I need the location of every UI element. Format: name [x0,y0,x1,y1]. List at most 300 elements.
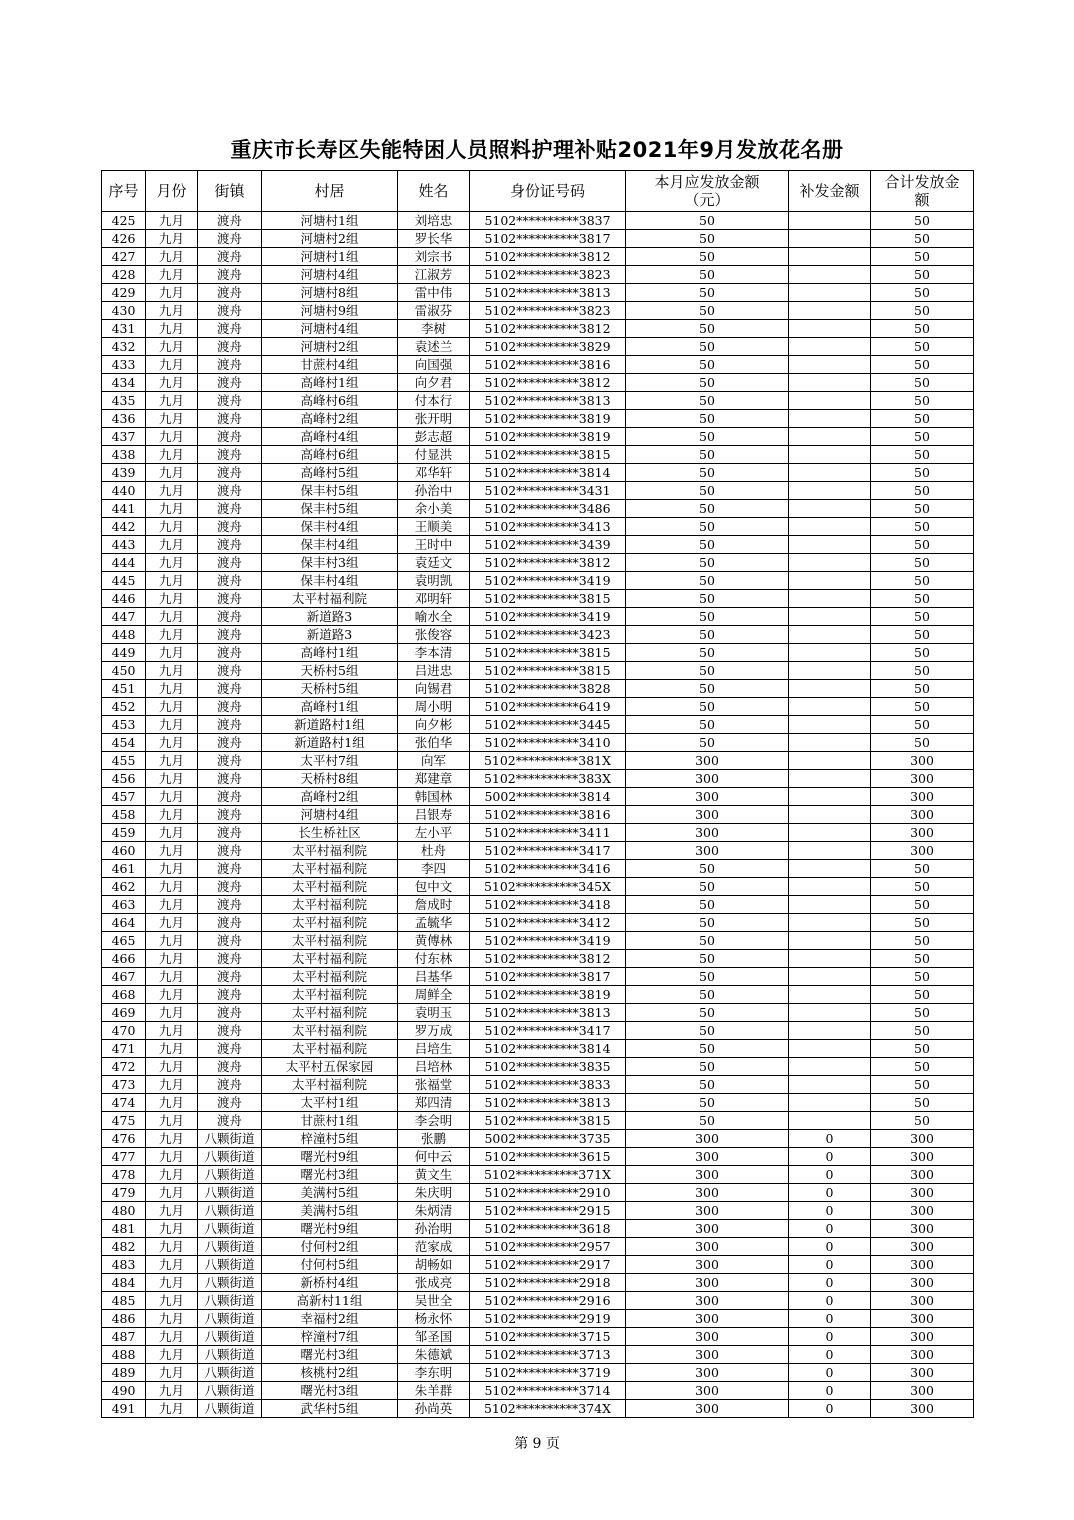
table-row [102,896,974,914]
cell-town: 渡舟 [198,284,262,302]
table-row [102,518,974,536]
cell-monthly-amount: 50 [626,230,789,248]
cell-monthly-amount: 300 [626,1130,789,1148]
cell-month: 九月 [146,1292,198,1310]
cell-supplement-amount [789,860,871,878]
cell-index: 476 [102,1130,146,1148]
header-total-amount: 合计发放金额 [871,171,974,212]
cell-town: 渡舟 [198,626,262,644]
cell-supplement-amount [789,1058,871,1076]
cell-month: 九月 [146,554,198,572]
cell-total-amount: 300 [871,1328,974,1346]
cell-town: 渡舟 [198,752,262,770]
table-row [102,608,974,626]
cell-id-number: 5102**********3418 [470,896,626,914]
cell-supplement-amount [789,1040,871,1058]
cell-town: 渡舟 [198,1094,262,1112]
table-row [102,590,974,608]
cell-monthly-amount: 50 [626,320,789,338]
cell-index: 464 [102,914,146,932]
cell-town: 渡舟 [198,914,262,932]
cell-total-amount: 300 [871,1274,974,1292]
cell-name: 王顺美 [398,518,470,536]
cell-village: 河塘村4组 [262,806,398,824]
cell-village: 河塘村2组 [262,338,398,356]
cell-supplement-amount [789,392,871,410]
cell-supplement-amount [789,1022,871,1040]
cell-total-amount: 50 [871,338,974,356]
cell-monthly-amount: 300 [626,806,789,824]
cell-town: 八颗街道 [198,1400,262,1418]
cell-village: 天桥村5组 [262,680,398,698]
cell-name: 杜舟 [398,842,470,860]
cell-index: 440 [102,482,146,500]
cell-village: 太平村福利院 [262,914,398,932]
table-row [102,536,974,554]
cell-index: 453 [102,716,146,734]
cell-town: 渡舟 [198,500,262,518]
cell-monthly-amount: 50 [626,482,789,500]
cell-month: 九月 [146,248,198,266]
cell-monthly-amount: 300 [626,824,789,842]
cell-village: 高峰村2组 [262,788,398,806]
cell-id-number: 5102**********2957 [470,1238,626,1256]
cell-id-number: 5102**********3837 [470,212,626,230]
cell-monthly-amount: 50 [626,932,789,950]
cell-name: 黄傅林 [398,932,470,950]
header-monthly-amount: 本月应发放金额（元） [626,171,789,212]
cell-monthly-amount: 50 [626,1058,789,1076]
cell-index: 442 [102,518,146,536]
cell-town: 渡舟 [198,302,262,320]
cell-month: 九月 [146,932,198,950]
cell-total-amount: 50 [871,860,974,878]
cell-monthly-amount: 50 [626,446,789,464]
cell-total-amount: 50 [871,698,974,716]
cell-village: 太平村福利院 [262,860,398,878]
cell-index: 454 [102,734,146,752]
document-title: 重庆市长寿区失能特困人员照料护理补贴2021年9月发放花名册 [230,138,844,162]
cell-name: 刘培忠 [398,212,470,230]
cell-total-amount: 50 [871,626,974,644]
cell-total-amount: 300 [871,788,974,806]
cell-index: 484 [102,1274,146,1292]
cell-id-number: 5102**********3423 [470,626,626,644]
cell-village: 太平村福利院 [262,1040,398,1058]
table-row [102,716,974,734]
cell-month: 九月 [146,644,198,662]
cell-month: 九月 [146,320,198,338]
cell-id-number: 5102**********3419 [470,932,626,950]
cell-index: 427 [102,248,146,266]
cell-name: 孙治中 [398,482,470,500]
cell-id-number: 5102**********3817 [470,968,626,986]
cell-monthly-amount: 50 [626,302,789,320]
cell-town: 渡舟 [198,464,262,482]
cell-village: 曙光村9组 [262,1220,398,1238]
cell-month: 九月 [146,1220,198,1238]
cell-village: 天桥村5组 [262,662,398,680]
table-row [102,986,974,1004]
cell-town: 渡舟 [198,1004,262,1022]
cell-town: 渡舟 [198,356,262,374]
cell-name: 袁明凯 [398,572,470,590]
table-row [102,1364,974,1382]
cell-month: 九月 [146,1148,198,1166]
cell-index: 467 [102,968,146,986]
page-footer: 第 9 页 [514,1436,560,1452]
cell-village: 高峰村6组 [262,446,398,464]
header-month: 月份 [146,171,198,212]
cell-name: 李会明 [398,1112,470,1130]
cell-id-number: 5102**********3412 [470,914,626,932]
cell-town: 八颗街道 [198,1238,262,1256]
cell-monthly-amount: 300 [626,1364,789,1382]
cell-village: 新桥村4组 [262,1274,398,1292]
cell-town: 渡舟 [198,644,262,662]
cell-monthly-amount: 50 [626,1094,789,1112]
cell-month: 九月 [146,1400,198,1418]
cell-town: 渡舟 [198,1112,262,1130]
cell-month: 九月 [146,284,198,302]
cell-supplement-amount [789,266,871,284]
cell-id-number: 5102**********3828 [470,680,626,698]
cell-month: 九月 [146,1256,198,1274]
cell-village: 美满村5组 [262,1202,398,1220]
cell-total-amount: 50 [871,950,974,968]
cell-total-amount: 300 [871,806,974,824]
cell-month: 九月 [146,338,198,356]
cell-supplement-amount [789,446,871,464]
cell-supplement-amount: 0 [789,1148,871,1166]
cell-index: 455 [102,752,146,770]
cell-town: 渡舟 [198,536,262,554]
cell-name: 黄文生 [398,1166,470,1184]
cell-town: 八颗街道 [198,1364,262,1382]
table-row [102,1274,974,1292]
table-row [102,1148,974,1166]
cell-monthly-amount: 50 [626,1076,789,1094]
cell-town: 渡舟 [198,374,262,392]
cell-id-number: 5102**********3819 [470,986,626,1004]
cell-village: 保丰村4组 [262,572,398,590]
cell-supplement-amount [789,1094,871,1112]
cell-supplement-amount: 0 [789,1256,871,1274]
cell-monthly-amount: 50 [626,284,789,302]
cell-month: 九月 [146,374,198,392]
cell-month: 九月 [146,1112,198,1130]
cell-monthly-amount: 300 [626,1400,789,1418]
cell-id-number: 5102**********3812 [470,320,626,338]
cell-id-number: 5102**********3819 [470,428,626,446]
cell-month: 九月 [146,1094,198,1112]
cell-supplement-amount [789,896,871,914]
cell-month: 九月 [146,842,198,860]
cell-village: 保丰村5组 [262,482,398,500]
cell-town: 渡舟 [198,680,262,698]
cell-monthly-amount: 50 [626,896,789,914]
table-row [102,338,974,356]
cell-town: 八颗街道 [198,1220,262,1238]
cell-id-number: 5102**********3823 [470,302,626,320]
cell-supplement-amount: 0 [789,1346,871,1364]
cell-supplement-amount [789,662,871,680]
cell-index: 461 [102,860,146,878]
cell-index: 429 [102,284,146,302]
cell-total-amount: 50 [871,572,974,590]
cell-town: 渡舟 [198,446,262,464]
cell-village: 太平村福利院 [262,950,398,968]
cell-name: 吕银寿 [398,806,470,824]
cell-town: 渡舟 [198,554,262,572]
cell-name: 吕培林 [398,1058,470,1076]
cell-monthly-amount: 300 [626,1184,789,1202]
cell-town: 渡舟 [198,806,262,824]
cell-town: 渡舟 [198,572,262,590]
cell-total-amount: 50 [871,536,974,554]
cell-month: 九月 [146,1310,198,1328]
cell-id-number: 5102**********3812 [470,554,626,572]
cell-index: 434 [102,374,146,392]
cell-name: 朱庆明 [398,1184,470,1202]
cell-name: 雷中伟 [398,284,470,302]
cell-village: 曙光村3组 [262,1346,398,1364]
cell-name: 李本清 [398,644,470,662]
cell-name: 郑四清 [398,1094,470,1112]
cell-name: 向锡君 [398,680,470,698]
cell-name: 刘宗书 [398,248,470,266]
cell-total-amount: 50 [871,1112,974,1130]
cell-village: 保丰村5组 [262,500,398,518]
cell-month: 九月 [146,518,198,536]
cell-id-number: 5102**********2917 [470,1256,626,1274]
cell-id-number: 5102**********3815 [470,446,626,464]
cell-village: 河塘村4组 [262,320,398,338]
cell-village: 美满村5组 [262,1184,398,1202]
cell-index: 481 [102,1220,146,1238]
cell-monthly-amount: 300 [626,1328,789,1346]
table-row [102,950,974,968]
cell-town: 渡舟 [198,824,262,842]
cell-index: 489 [102,1364,146,1382]
cell-monthly-amount: 50 [626,410,789,428]
cell-monthly-amount: 50 [626,572,789,590]
cell-total-amount: 50 [871,212,974,230]
cell-total-amount: 300 [871,770,974,788]
table-row [102,1166,974,1184]
cell-month: 九月 [146,1238,198,1256]
table-row [102,302,974,320]
table-row [102,860,974,878]
cell-id-number: 5102**********3813 [470,284,626,302]
cell-name: 江淑芳 [398,266,470,284]
cell-village: 河塘村9组 [262,302,398,320]
cell-id-number: 5102**********383X [470,770,626,788]
table-row [102,1238,974,1256]
cell-month: 九月 [146,824,198,842]
cell-total-amount: 300 [871,842,974,860]
cell-town: 渡舟 [198,320,262,338]
cell-name: 朱炳清 [398,1202,470,1220]
cell-id-number: 5102**********3816 [470,806,626,824]
cell-total-amount: 50 [871,374,974,392]
cell-name: 袁述兰 [398,338,470,356]
cell-id-number: 5102**********3813 [470,392,626,410]
cell-supplement-amount: 0 [789,1310,871,1328]
cell-total-amount: 50 [871,464,974,482]
cell-month: 九月 [146,500,198,518]
cell-town: 八颗街道 [198,1130,262,1148]
cell-total-amount: 50 [871,410,974,428]
cell-total-amount: 50 [871,1004,974,1022]
cell-id-number: 5102**********3714 [470,1382,626,1400]
cell-total-amount: 50 [871,1076,974,1094]
table-row [102,1382,974,1400]
cell-id-number: 5102**********3411 [470,824,626,842]
cell-id-number: 5102**********3419 [470,608,626,626]
cell-index: 433 [102,356,146,374]
cell-village: 梓潼村5组 [262,1130,398,1148]
cell-town: 渡舟 [198,860,262,878]
cell-town: 渡舟 [198,716,262,734]
cell-total-amount: 50 [871,302,974,320]
cell-total-amount: 300 [871,1130,974,1148]
cell-month: 九月 [146,1346,198,1364]
cell-town: 八颗街道 [198,1166,262,1184]
cell-supplement-amount [789,518,871,536]
cell-index: 480 [102,1202,146,1220]
cell-name: 孙尚英 [398,1400,470,1418]
cell-month: 九月 [146,788,198,806]
cell-month: 九月 [146,212,198,230]
cell-month: 九月 [146,428,198,446]
cell-town: 渡舟 [198,428,262,446]
table-row [102,284,974,302]
cell-index: 471 [102,1040,146,1058]
cell-monthly-amount: 50 [626,356,789,374]
cell-month: 九月 [146,878,198,896]
cell-village: 高峰村1组 [262,374,398,392]
cell-month: 九月 [146,1076,198,1094]
cell-monthly-amount: 300 [626,842,789,860]
cell-village: 太平村五保家园 [262,1058,398,1076]
cell-monthly-amount: 50 [626,968,789,986]
cell-total-amount: 50 [871,734,974,752]
cell-town: 渡舟 [198,248,262,266]
cell-index: 477 [102,1148,146,1166]
cell-total-amount: 50 [871,896,974,914]
table-row [102,1310,974,1328]
table-row [102,1076,974,1094]
cell-village: 保丰村4组 [262,536,398,554]
cell-month: 九月 [146,1184,198,1202]
cell-name: 王时中 [398,536,470,554]
cell-id-number: 5002**********3814 [470,788,626,806]
cell-id-number: 5102**********3719 [470,1364,626,1382]
cell-index: 472 [102,1058,146,1076]
cell-monthly-amount: 50 [626,626,789,644]
cell-month: 九月 [146,608,198,626]
cell-village: 梓潼村7组 [262,1328,398,1346]
table-row [102,554,974,572]
cell-town: 渡舟 [198,698,262,716]
cell-town: 渡舟 [198,410,262,428]
cell-monthly-amount: 300 [626,1202,789,1220]
cell-name: 张鹏 [398,1130,470,1148]
table-row [102,320,974,338]
table-row [102,1346,974,1364]
cell-name: 邓明轩 [398,590,470,608]
cell-supplement-amount [789,500,871,518]
cell-name: 张伯华 [398,734,470,752]
cell-index: 444 [102,554,146,572]
cell-id-number: 5102**********3618 [470,1220,626,1238]
table-row [102,1256,974,1274]
cell-village: 高峰村1组 [262,698,398,716]
cell-month: 九月 [146,302,198,320]
cell-village: 太平村福利院 [262,842,398,860]
cell-supplement-amount [789,878,871,896]
cell-village: 太平村福利院 [262,1004,398,1022]
cell-total-amount: 50 [871,590,974,608]
cell-total-amount: 50 [871,1040,974,1058]
cell-month: 九月 [146,626,198,644]
cell-index: 428 [102,266,146,284]
cell-id-number: 5102**********3445 [470,716,626,734]
cell-index: 483 [102,1256,146,1274]
cell-town: 八颗街道 [198,1346,262,1364]
cell-name: 朱德斌 [398,1346,470,1364]
cell-supplement-amount [789,1112,871,1130]
cell-total-amount: 50 [871,320,974,338]
cell-index: 479 [102,1184,146,1202]
cell-name: 李四 [398,860,470,878]
cell-town: 渡舟 [198,518,262,536]
cell-supplement-amount [789,752,871,770]
header-town: 街镇 [198,171,262,212]
cell-index: 435 [102,392,146,410]
cell-village: 保丰村3组 [262,554,398,572]
cell-total-amount: 300 [871,752,974,770]
cell-name: 张福堂 [398,1076,470,1094]
cell-village: 保丰村4组 [262,518,398,536]
cell-name: 付显洪 [398,446,470,464]
cell-town: 渡舟 [198,1040,262,1058]
roster-table [101,170,974,1418]
cell-supplement-amount: 0 [789,1292,871,1310]
cell-name: 杨永怀 [398,1310,470,1328]
cell-index: 487 [102,1328,146,1346]
cell-month: 九月 [146,392,198,410]
table-row [102,662,974,680]
cell-name: 向军 [398,752,470,770]
cell-name: 吕基华 [398,968,470,986]
cell-monthly-amount: 50 [626,500,789,518]
cell-monthly-amount: 300 [626,788,789,806]
cell-town: 渡舟 [198,1022,262,1040]
cell-village: 曙光村9组 [262,1148,398,1166]
cell-month: 九月 [146,230,198,248]
cell-monthly-amount: 50 [626,266,789,284]
header-index: 序号 [102,171,146,212]
cell-month: 九月 [146,698,198,716]
cell-town: 八颗街道 [198,1148,262,1166]
cell-supplement-amount [789,374,871,392]
table-row [102,1094,974,1112]
table-row [102,770,974,788]
cell-total-amount: 300 [871,1310,974,1328]
cell-monthly-amount: 50 [626,518,789,536]
